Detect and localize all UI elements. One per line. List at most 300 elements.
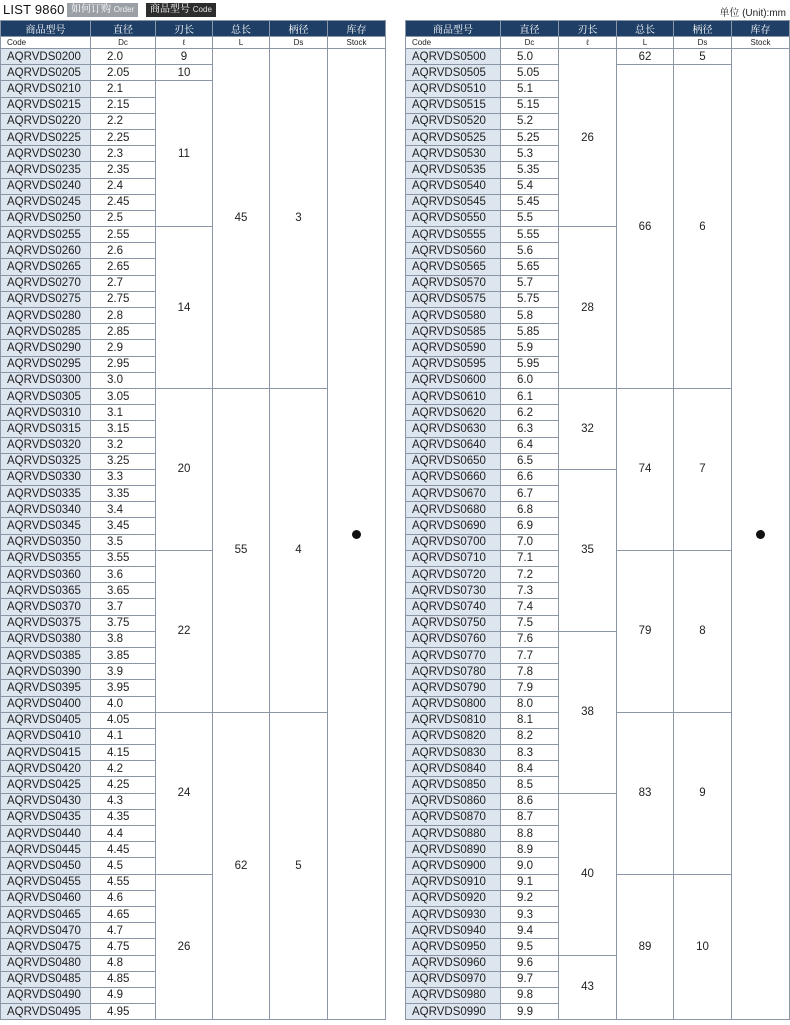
- col-header-flute-length: 刃长: [155, 20, 212, 36]
- flute-length-value: 10: [155, 64, 212, 80]
- product-code: AQRVDS0400: [0, 696, 90, 712]
- diameter-value: 3.85: [90, 647, 155, 663]
- product-code: AQRVDS0330: [0, 469, 90, 485]
- diameter-value: 3.05: [90, 388, 155, 404]
- product-code: AQRVDS0210: [0, 80, 90, 96]
- col-header-shank: 柄径: [269, 20, 327, 36]
- diameter-value: 2.7: [90, 275, 155, 291]
- product-code: AQRVDS0570: [405, 275, 500, 291]
- diameter-value: 2.3: [90, 145, 155, 161]
- col-header-stock: 库存: [327, 20, 385, 36]
- product-code: AQRVDS0680: [405, 501, 500, 517]
- table-grid: [405, 20, 790, 1020]
- col-header-overall-length-sub: L: [616, 36, 673, 48]
- diameter-value: 6.2: [500, 404, 558, 420]
- product-code: AQRVDS0470: [0, 922, 90, 938]
- diameter-value: 2.8: [90, 307, 155, 323]
- diameter-value: 3.9: [90, 663, 155, 679]
- diameter-value: 3.4: [90, 501, 155, 517]
- diameter-value: 9.1: [500, 874, 558, 890]
- product-code: AQRVDS0940: [405, 922, 500, 938]
- product-code: AQRVDS0660: [405, 469, 500, 485]
- product-code: AQRVDS0590: [405, 339, 500, 355]
- diameter-value: 2.9: [90, 339, 155, 355]
- product-code: AQRVDS0575: [405, 291, 500, 307]
- product-code: AQRVDS0890: [405, 841, 500, 857]
- diameter-value: 3.7: [90, 598, 155, 614]
- diameter-value: 5.25: [500, 129, 558, 145]
- table-grid: [0, 20, 386, 1020]
- product-code: AQRVDS0860: [405, 793, 500, 809]
- diameter-value: 2.4: [90, 178, 155, 194]
- col-header-code-sub: Code: [405, 36, 500, 48]
- flute-length-value: 38: [558, 631, 616, 793]
- product-code: AQRVDS0270: [0, 275, 90, 291]
- product-code: AQRVDS0800: [405, 696, 500, 712]
- product-code: AQRVDS0435: [0, 809, 90, 825]
- product-code: AQRVDS0475: [0, 938, 90, 954]
- diameter-value: 4.65: [90, 906, 155, 922]
- product-code: AQRVDS0380: [0, 631, 90, 647]
- col-header-code: 商品型号: [0, 20, 90, 36]
- overall-length-value: 83: [616, 712, 673, 874]
- diameter-value: 2.6: [90, 242, 155, 258]
- diameter-value: 8.6: [500, 793, 558, 809]
- diameter-value: 9.5: [500, 938, 558, 954]
- diameter-value: 5.7: [500, 275, 558, 291]
- product-code: AQRVDS0960: [405, 955, 500, 971]
- product-code: AQRVDS0205: [0, 64, 90, 80]
- product-code: AQRVDS0250: [0, 210, 90, 226]
- diameter-value: 8.8: [500, 825, 558, 841]
- col-header-stock-sub: Stock: [327, 36, 385, 48]
- code-badge: [146, 3, 216, 17]
- product-code: AQRVDS0410: [0, 728, 90, 744]
- product-code: AQRVDS0215: [0, 97, 90, 113]
- overall-length-value: 66: [616, 64, 673, 388]
- overall-length-value: 62: [212, 712, 269, 1020]
- product-code: AQRVDS0350: [0, 534, 90, 550]
- diameter-value: 8.3: [500, 744, 558, 760]
- col-header-overall-length: 总长: [212, 20, 269, 36]
- diameter-value: 9.8: [500, 987, 558, 1003]
- diameter-value: 4.55: [90, 874, 155, 890]
- diameter-value: 7.3: [500, 582, 558, 598]
- diameter-value: 3.15: [90, 420, 155, 436]
- diameter-value: 4.3: [90, 793, 155, 809]
- flute-length-value: 24: [155, 712, 212, 874]
- product-code: AQRVDS0310: [0, 404, 90, 420]
- product-code: AQRVDS0455: [0, 874, 90, 890]
- col-header-diameter-sub: Dc: [500, 36, 558, 48]
- product-code: AQRVDS0760: [405, 631, 500, 647]
- shank-diameter-value: 7: [673, 388, 731, 550]
- product-code: AQRVDS0790: [405, 679, 500, 695]
- diameter-value: 5.15: [500, 97, 558, 113]
- product-code: AQRVDS0320: [0, 437, 90, 453]
- product-code: AQRVDS0360: [0, 566, 90, 582]
- flute-length-value: 14: [155, 226, 212, 388]
- stock-available-icon: [352, 530, 361, 539]
- product-code: AQRVDS0950: [405, 938, 500, 954]
- diameter-value: 5.65: [500, 258, 558, 274]
- diameter-value: 6.7: [500, 485, 558, 501]
- diameter-value: 5.95: [500, 356, 558, 372]
- diameter-value: 2.45: [90, 194, 155, 210]
- diameter-value: 9.4: [500, 922, 558, 938]
- product-code: AQRVDS0465: [0, 906, 90, 922]
- product-code: AQRVDS0420: [0, 760, 90, 776]
- diameter-value: 5.45: [500, 194, 558, 210]
- diameter-value: 2.35: [90, 161, 155, 177]
- stock-cell: [731, 48, 789, 1019]
- diameter-value: 4.85: [90, 971, 155, 987]
- product-code: AQRVDS0430: [0, 793, 90, 809]
- code-badge-label: 商品型号: [150, 4, 190, 15]
- col-header-overall-length-sub: L: [212, 36, 269, 48]
- product-code: AQRVDS0395: [0, 679, 90, 695]
- top-bar: [0, 0, 790, 20]
- diameter-value: 4.45: [90, 841, 155, 857]
- diameter-value: 5.2: [500, 113, 558, 129]
- product-code: AQRVDS0810: [405, 712, 500, 728]
- diameter-value: 5.4: [500, 178, 558, 194]
- product-code: AQRVDS0540: [405, 178, 500, 194]
- col-header-stock: 库存: [731, 20, 789, 36]
- diameter-value: 9.2: [500, 890, 558, 906]
- diameter-value: 2.65: [90, 258, 155, 274]
- product-code: AQRVDS0530: [405, 145, 500, 161]
- product-code: AQRVDS0770: [405, 647, 500, 663]
- product-code: AQRVDS0230: [0, 145, 90, 161]
- diameter-value: 3.65: [90, 582, 155, 598]
- diameter-value: 6.3: [500, 420, 558, 436]
- flute-length-value: 11: [155, 80, 212, 226]
- shank-diameter-value: 8: [673, 550, 731, 712]
- product-code: AQRVDS0305: [0, 388, 90, 404]
- diameter-value: 8.4: [500, 760, 558, 776]
- order-badge[interactable]: [67, 3, 138, 17]
- diameter-value: 3.3: [90, 469, 155, 485]
- product-code: AQRVDS0560: [405, 242, 500, 258]
- product-code: AQRVDS0580: [405, 307, 500, 323]
- product-code: AQRVDS0340: [0, 501, 90, 517]
- diameter-value: 7.5: [500, 615, 558, 631]
- product-code: AQRVDS0490: [0, 987, 90, 1003]
- diameter-value: 2.0: [90, 48, 155, 64]
- diameter-value: 5.55: [500, 226, 558, 242]
- product-code: AQRVDS0440: [0, 825, 90, 841]
- diameter-value: 6.1: [500, 388, 558, 404]
- product-code: AQRVDS0390: [0, 663, 90, 679]
- flute-length-value: 28: [558, 226, 616, 388]
- diameter-value: 2.15: [90, 97, 155, 113]
- diameter-value: 5.35: [500, 161, 558, 177]
- product-code: AQRVDS0240: [0, 178, 90, 194]
- col-header-flute-length: 刃长: [558, 20, 616, 36]
- product-code: AQRVDS0600: [405, 372, 500, 388]
- product-code: AQRVDS0525: [405, 129, 500, 145]
- diameter-value: 9.7: [500, 971, 558, 987]
- order-badge-sub: Order: [113, 5, 135, 14]
- product-code: AQRVDS0850: [405, 776, 500, 792]
- product-code: AQRVDS0830: [405, 744, 500, 760]
- diameter-value: 3.35: [90, 485, 155, 501]
- product-code: AQRVDS0710: [405, 550, 500, 566]
- unit-label: 单位 (Unit):mm: [719, 8, 786, 19]
- col-header-shank-sub: Ds: [269, 36, 327, 48]
- product-code: AQRVDS0840: [405, 760, 500, 776]
- product-code: AQRVDS0870: [405, 809, 500, 825]
- product-code: AQRVDS0505: [405, 64, 500, 80]
- diameter-value: 9.3: [500, 906, 558, 922]
- product-code: AQRVDS0720: [405, 566, 500, 582]
- diameter-value: 4.75: [90, 938, 155, 954]
- product-code: AQRVDS0930: [405, 906, 500, 922]
- product-code: AQRVDS0690: [405, 517, 500, 533]
- product-code: AQRVDS0295: [0, 356, 90, 372]
- flute-length-value: 26: [558, 48, 616, 226]
- product-code: AQRVDS0515: [405, 97, 500, 113]
- product-code: AQRVDS0255: [0, 226, 90, 242]
- product-code: AQRVDS0280: [0, 307, 90, 323]
- diameter-value: 5.9: [500, 339, 558, 355]
- product-code: AQRVDS0375: [0, 615, 90, 631]
- product-code: AQRVDS0730: [405, 582, 500, 598]
- diameter-value: 8.0: [500, 696, 558, 712]
- diameter-value: 5.05: [500, 64, 558, 80]
- diameter-value: 7.6: [500, 631, 558, 647]
- diameter-value: 8.7: [500, 809, 558, 825]
- diameter-value: 6.8: [500, 501, 558, 517]
- product-code: AQRVDS0300: [0, 372, 90, 388]
- flute-length-value: 22: [155, 550, 212, 712]
- diameter-value: 4.15: [90, 744, 155, 760]
- flute-length-value: 43: [558, 955, 616, 1020]
- diameter-value: 3.2: [90, 437, 155, 453]
- overall-length-value: 74: [616, 388, 673, 550]
- stock-cell: [327, 48, 385, 1019]
- shank-diameter-value: 3: [269, 48, 327, 388]
- product-code: AQRVDS0200: [0, 48, 90, 64]
- product-code: AQRVDS0990: [405, 1003, 500, 1019]
- diameter-value: 4.7: [90, 922, 155, 938]
- diameter-value: 3.75: [90, 615, 155, 631]
- product-code: AQRVDS0325: [0, 453, 90, 469]
- diameter-value: 6.5: [500, 453, 558, 469]
- spec-table-right: [405, 20, 790, 1020]
- product-code: AQRVDS0415: [0, 744, 90, 760]
- col-header-flute-length-sub: ℓ: [155, 36, 212, 48]
- diameter-value: 7.9: [500, 679, 558, 695]
- diameter-value: 5.6: [500, 242, 558, 258]
- overall-length-value: 89: [616, 874, 673, 1020]
- diameter-value: 4.5: [90, 857, 155, 873]
- col-header-code-sub: Code: [0, 36, 90, 48]
- product-code: AQRVDS0495: [0, 1003, 90, 1019]
- flute-length-value: 9: [155, 48, 212, 64]
- product-code: AQRVDS0450: [0, 857, 90, 873]
- product-code: AQRVDS0565: [405, 258, 500, 274]
- product-code: AQRVDS0365: [0, 582, 90, 598]
- product-code: AQRVDS0285: [0, 323, 90, 339]
- diameter-value: 6.6: [500, 469, 558, 485]
- diameter-value: 5.5: [500, 210, 558, 226]
- diameter-value: 3.1: [90, 404, 155, 420]
- diameter-value: 5.85: [500, 323, 558, 339]
- diameter-value: 4.8: [90, 955, 155, 971]
- diameter-value: 8.5: [500, 776, 558, 792]
- col-header-stock-sub: Stock: [731, 36, 789, 48]
- list-title: LIST 9860: [3, 2, 65, 17]
- diameter-value: 6.4: [500, 437, 558, 453]
- diameter-value: 3.5: [90, 534, 155, 550]
- diameter-value: 4.1: [90, 728, 155, 744]
- product-code: AQRVDS0820: [405, 728, 500, 744]
- product-code: AQRVDS0980: [405, 987, 500, 1003]
- diameter-value: 8.1: [500, 712, 558, 728]
- product-code: AQRVDS0290: [0, 339, 90, 355]
- diameter-value: 7.1: [500, 550, 558, 566]
- product-code: AQRVDS0480: [0, 955, 90, 971]
- product-code: AQRVDS0585: [405, 323, 500, 339]
- shank-diameter-value: 9: [673, 712, 731, 874]
- product-code: AQRVDS0780: [405, 663, 500, 679]
- product-code: AQRVDS0335: [0, 485, 90, 501]
- diameter-value: 5.8: [500, 307, 558, 323]
- product-code: AQRVDS0555: [405, 226, 500, 242]
- product-code: AQRVDS0520: [405, 113, 500, 129]
- diameter-value: 3.0: [90, 372, 155, 388]
- product-code: AQRVDS0650: [405, 453, 500, 469]
- product-code: AQRVDS0880: [405, 825, 500, 841]
- col-header-shank-sub: Ds: [673, 36, 731, 48]
- diameter-value: 7.7: [500, 647, 558, 663]
- diameter-value: 5.0: [500, 48, 558, 64]
- product-code: AQRVDS0630: [405, 420, 500, 436]
- col-header-overall-length: 总长: [616, 20, 673, 36]
- shank-diameter-value: 4: [269, 388, 327, 712]
- diameter-value: 6.0: [500, 372, 558, 388]
- product-code: AQRVDS0535: [405, 161, 500, 177]
- product-code: AQRVDS0920: [405, 890, 500, 906]
- diameter-value: 4.0: [90, 696, 155, 712]
- diameter-value: 2.55: [90, 226, 155, 242]
- product-code: AQRVDS0355: [0, 550, 90, 566]
- diameter-value: 2.2: [90, 113, 155, 129]
- overall-length-value: 79: [616, 550, 673, 712]
- spec-table-left: [0, 20, 386, 1020]
- product-code: AQRVDS0610: [405, 388, 500, 404]
- product-code: AQRVDS0265: [0, 258, 90, 274]
- overall-length-value: 62: [616, 48, 673, 64]
- diameter-value: 4.2: [90, 760, 155, 776]
- diameter-value: 2.85: [90, 323, 155, 339]
- diameter-value: 4.95: [90, 1003, 155, 1019]
- product-code: AQRVDS0385: [0, 647, 90, 663]
- shank-diameter-value: 10: [673, 874, 731, 1020]
- product-code: AQRVDS0700: [405, 534, 500, 550]
- diameter-value: 3.6: [90, 566, 155, 582]
- col-header-flute-length-sub: ℓ: [558, 36, 616, 48]
- stock-available-icon: [756, 530, 765, 539]
- diameter-value: 8.2: [500, 728, 558, 744]
- product-code: AQRVDS0275: [0, 291, 90, 307]
- product-code: AQRVDS0910: [405, 874, 500, 890]
- diameter-value: 2.1: [90, 80, 155, 96]
- col-header-diameter-sub: Dc: [90, 36, 155, 48]
- product-code: AQRVDS0370: [0, 598, 90, 614]
- shank-diameter-value: 6: [673, 64, 731, 388]
- diameter-value: 4.25: [90, 776, 155, 792]
- product-code: AQRVDS0550: [405, 210, 500, 226]
- diameter-value: 3.55: [90, 550, 155, 566]
- product-code: AQRVDS0900: [405, 857, 500, 873]
- product-code: AQRVDS0405: [0, 712, 90, 728]
- overall-length-value: 45: [212, 48, 269, 388]
- diameter-value: 5.3: [500, 145, 558, 161]
- product-code: AQRVDS0670: [405, 485, 500, 501]
- product-code: AQRVDS0545: [405, 194, 500, 210]
- diameter-value: 3.95: [90, 679, 155, 695]
- diameter-value: 3.25: [90, 453, 155, 469]
- diameter-value: 3.45: [90, 517, 155, 533]
- product-code: AQRVDS0750: [405, 615, 500, 631]
- diameter-value: 7.4: [500, 598, 558, 614]
- diameter-value: 7.8: [500, 663, 558, 679]
- diameter-value: 2.95: [90, 356, 155, 372]
- diameter-value: 3.8: [90, 631, 155, 647]
- product-code: AQRVDS0740: [405, 598, 500, 614]
- flute-length-value: 26: [155, 874, 212, 1020]
- diameter-value: 7.2: [500, 566, 558, 582]
- diameter-value: 4.4: [90, 825, 155, 841]
- product-code: AQRVDS0235: [0, 161, 90, 177]
- shank-diameter-value: 5: [673, 48, 731, 64]
- diameter-value: 2.25: [90, 129, 155, 145]
- product-code: AQRVDS0315: [0, 420, 90, 436]
- product-code: AQRVDS0425: [0, 776, 90, 792]
- col-header-diameter: 直径: [500, 20, 558, 36]
- diameter-value: 4.35: [90, 809, 155, 825]
- product-code: AQRVDS0260: [0, 242, 90, 258]
- order-badge-label: 如何订购: [71, 4, 111, 15]
- overall-length-value: 55: [212, 388, 269, 712]
- code-badge-sub: Code: [192, 5, 212, 14]
- flute-length-value: 20: [155, 388, 212, 550]
- diameter-value: 4.9: [90, 987, 155, 1003]
- col-header-diameter: 直径: [90, 20, 155, 36]
- product-code: AQRVDS0970: [405, 971, 500, 987]
- diameter-value: 2.05: [90, 64, 155, 80]
- product-code: AQRVDS0640: [405, 437, 500, 453]
- product-code: AQRVDS0595: [405, 356, 500, 372]
- diameter-value: 2.75: [90, 291, 155, 307]
- col-header-shank: 柄径: [673, 20, 731, 36]
- product-code: AQRVDS0500: [405, 48, 500, 64]
- product-code: AQRVDS0345: [0, 517, 90, 533]
- diameter-value: 8.9: [500, 841, 558, 857]
- diameter-value: 7.0: [500, 534, 558, 550]
- product-code: AQRVDS0510: [405, 80, 500, 96]
- flute-length-value: 35: [558, 469, 616, 631]
- diameter-value: 9.9: [500, 1003, 558, 1019]
- product-code: AQRVDS0460: [0, 890, 90, 906]
- flute-length-value: 40: [558, 793, 616, 955]
- product-code: AQRVDS0485: [0, 971, 90, 987]
- diameter-value: 4.05: [90, 712, 155, 728]
- diameter-value: 2.5: [90, 210, 155, 226]
